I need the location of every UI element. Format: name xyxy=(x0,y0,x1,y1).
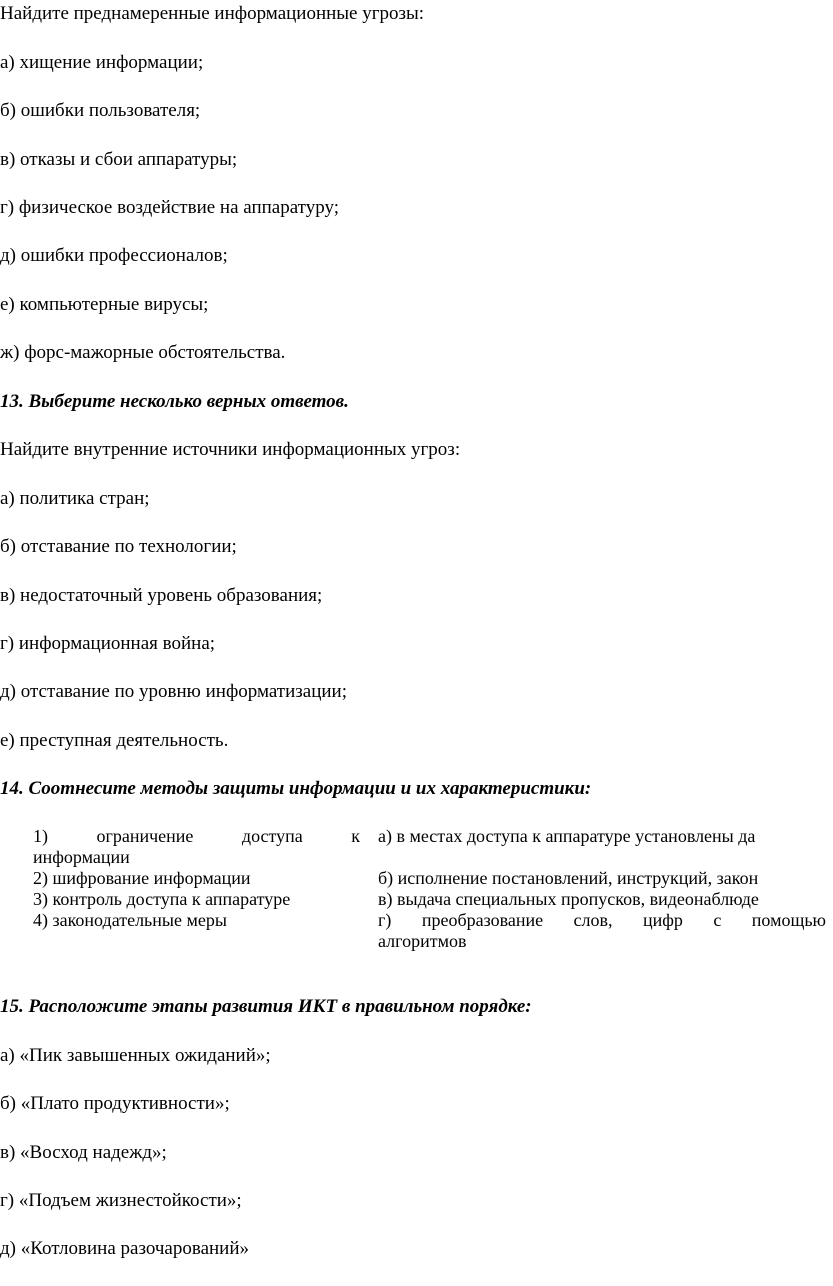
q12-option-g: ж) форс-мажорные обстоятельства. xyxy=(0,342,286,363)
q12-option-c: в) отказы и сбои аппаратуры; xyxy=(0,149,238,170)
q15-option-b: б) «Плато продуктивности»; xyxy=(0,1093,230,1114)
q13-option-d: г) информационная война; xyxy=(0,633,216,654)
q14-characteristic-d-word: слов, xyxy=(573,910,613,930)
q14-method-4: 4) законодательные меры xyxy=(33,910,227,930)
q14-characteristic-d-word: помощью xyxy=(751,910,826,930)
q14-characteristic-d xyxy=(378,910,833,952)
q12-option-e: д) ошибки профессионалов; xyxy=(0,245,228,266)
q14-row-2 xyxy=(33,868,833,889)
q13-option-a: а) политика стран; xyxy=(0,488,150,509)
q12-option-a: а) хищение информации; xyxy=(0,52,204,73)
q12-option-b: б) ошибки пользователя; xyxy=(0,100,201,121)
q13-prompt: Найдите внутренние источники информационных угроз: xyxy=(0,439,461,460)
q13-option-e: д) отставание по уровню информатизации; xyxy=(0,681,347,702)
q14-method-1-line1 xyxy=(33,826,360,847)
q14-heading: 14. Соотнесите методы защиты информации и их характеристики: xyxy=(0,778,592,799)
q15-option-a: а) «Пик завышенных ожиданий»; xyxy=(0,1045,271,1066)
q14-characteristic-d-word: г) xyxy=(378,910,392,930)
q14-characteristic-c: в) выдача специальных пропусков, видеонаблюде xyxy=(378,889,759,909)
q14-characteristic-b: б) исполнение постановлений, инструкций, закон xyxy=(378,868,759,888)
q14-row-4 xyxy=(33,910,833,952)
q14-characteristic-a: а) в местах доступа к аппаратуре установлены да xyxy=(378,826,756,846)
q14-method-1-word: ограничение xyxy=(96,826,194,846)
q14-characteristic-d-word: цифр xyxy=(642,910,683,930)
q13-option-f: е) преступная деятельность. xyxy=(0,730,229,751)
q12-option-d: г) физическое воздействие на аппаратуру; xyxy=(0,197,340,218)
q14-method-2: 2) шифрование информации xyxy=(33,868,251,888)
q14-method-1-line2: информации xyxy=(33,847,130,867)
q15-heading: 15. Расположите этапы развития ИКТ в правильном порядке: xyxy=(0,996,532,1017)
q13-option-b: б) отставание по технологии; xyxy=(0,536,237,557)
q14-method-1 xyxy=(33,826,378,868)
q14-characteristic-d-word: преобразование xyxy=(421,910,544,930)
q13-option-c: в) недостаточный уровень образования; xyxy=(0,585,323,606)
q14-method-3: 3) контроль доступа к аппаратуре xyxy=(33,889,291,909)
q15-option-d: г) «Подъем жизнестойкости»; xyxy=(0,1190,242,1211)
q14-row-3 xyxy=(33,889,833,910)
q12-option-f: е) компьютерные вирусы; xyxy=(0,294,209,315)
q14-method-1-word: к xyxy=(351,826,360,846)
q12-prompt: Найдите преднамеренные информационные угрозы: xyxy=(0,3,425,24)
q13-heading: 13. Выберите несколько верных ответов. xyxy=(0,391,349,412)
q14-row-1 xyxy=(33,826,833,868)
q14-method-1-word: 1) xyxy=(33,826,48,846)
q14-characteristic-d-line2: алгоритмов xyxy=(378,931,467,951)
q14-matching-table xyxy=(33,826,833,952)
q14-method-1-word: доступа xyxy=(241,826,303,846)
q14-characteristic-d-line1 xyxy=(378,910,826,931)
q15-option-c: в) «Восход надежд»; xyxy=(0,1142,167,1163)
q14-characteristic-d-word: с xyxy=(713,910,722,930)
q15-option-e: д) «Котловина разочарований» xyxy=(0,1238,250,1259)
